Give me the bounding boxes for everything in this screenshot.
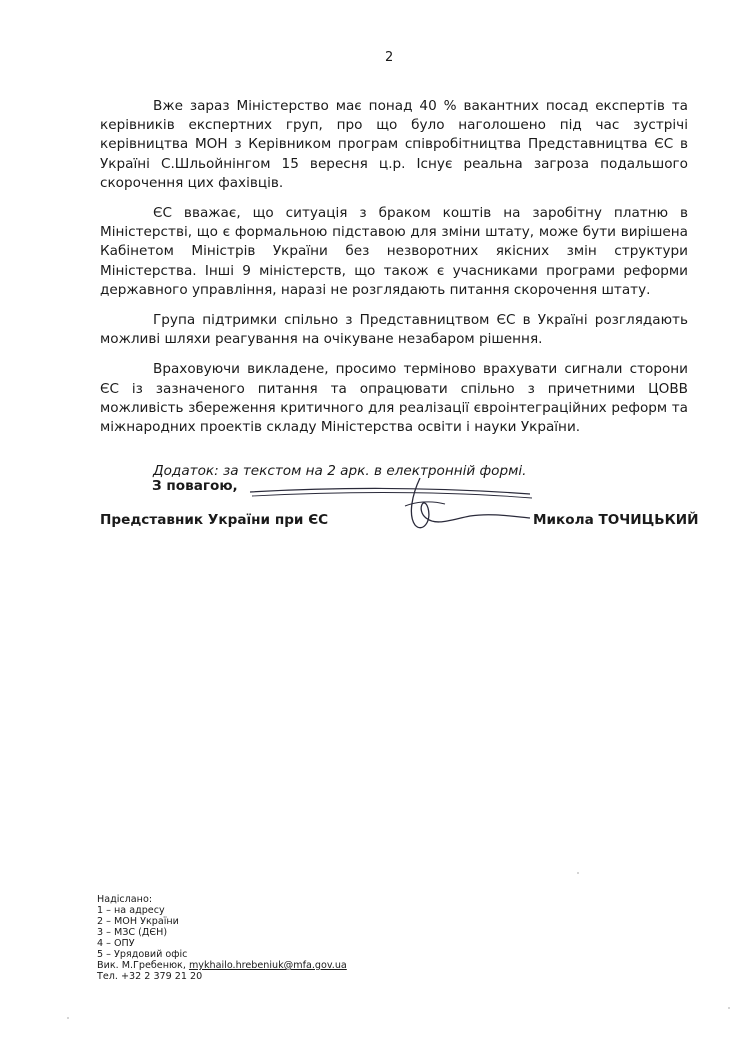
scan-speck [728, 1007, 730, 1009]
signatory-name: Микола ТОЧИЦЬКИЙ [533, 512, 699, 528]
recipient-item: 5 – Урядовий офіс [97, 949, 188, 960]
paragraph-request: Враховуючи викладене, просимо терміново врахувати сигнали сторони ЄС із зазначеного питання та опрацювати спільно з причетними ЦОВВ можливість збереження критичного для реалізації євроінтеграційних реформ та міжнародних проектів складу Міністерства освіти і науки України. [100, 361, 688, 436]
recipient-item: 3 – МЗС (ДЄН) [97, 927, 168, 938]
handwritten-signature [240, 470, 540, 540]
executor-line [97, 960, 347, 971]
paragraph-vacancies: Вже зараз Міністерство має понад 40 % вакантних посад експертів та керівників експертних груп, про що було наголошено під час зустрічі керівництва МОН з Керівником програм співробітництва Представництва ЄС в Україні С.Шльойнінгом 15 вересня ц.р. Існує реальна загроза подальшого скорочення цих фахівців. [100, 98, 688, 191]
attachment-note: Додаток: за текстом на 2 арк. в електронній формі. [153, 463, 527, 480]
sent-label: Надіслано: [97, 894, 153, 905]
phone-line: Тел. +32 2 379 21 20 [97, 971, 203, 982]
scan-speck [577, 872, 579, 874]
paragraph-support-group: Група підтримки спільно з Представництвом ЄС в Україні розглядають можливі шляхи реагування на очікуване незабаром рішення. [100, 312, 688, 348]
distribution-footer [97, 894, 347, 982]
paragraph-eu-position: ЄС вважає, що ситуація з браком коштів на заробітну платню в Міністерстві, що є формальною підставою для зміни штату, може бути вирішена Кабінетом Міністрів України без незворотних якісних змін структури Міністерства. Інші 9 міністерств, що також є учасниками програми реформи державного управління, наразі не розглядають питання скорочення штату. [100, 205, 688, 298]
scan-speck [67, 1017, 69, 1019]
closing-phrase: З повагою, [152, 478, 238, 494]
letter-body [100, 97, 688, 492]
recipient-item: 4 – ОПУ [97, 938, 135, 949]
executor-name: Вик. М.Гребенюк, [97, 960, 189, 971]
executor-email-link[interactable]: mykhailo.hrebeniuk@mfa.gov.ua [188, 960, 347, 971]
recipient-item: 1 – на адресу [97, 905, 165, 916]
recipient-item: 2 – МОН України [97, 916, 179, 927]
page-number: 2 [385, 50, 394, 65]
signatory-title: Представник України при ЄС [100, 512, 329, 528]
